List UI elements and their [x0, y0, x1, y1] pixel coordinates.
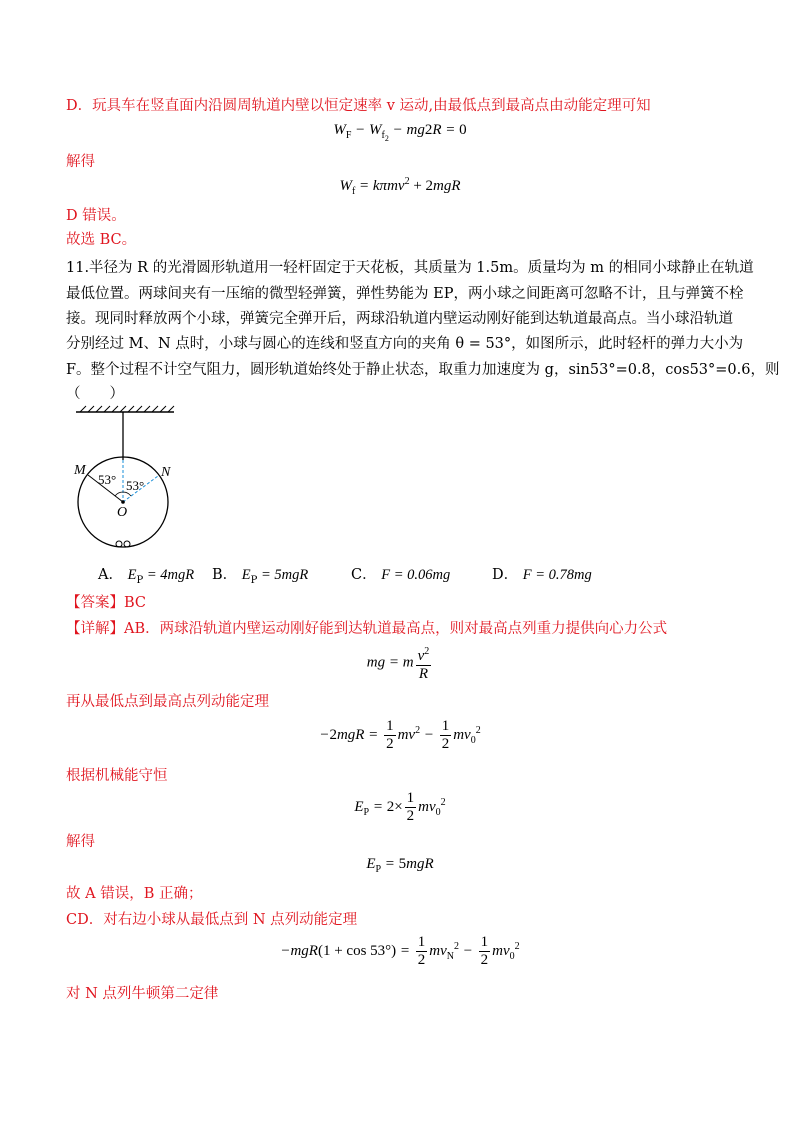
option-a [98, 563, 194, 586]
equation-energy-1: −2mgR = $\frac{1}{2}$ $mv^2$ − $\frac{1}{2}$ $mv_0^2$ [319, 718, 481, 752]
option-c-symbol: F [381, 567, 391, 583]
angle-arc-left [115, 492, 123, 496]
option-b-value: = 5mgR [257, 567, 309, 583]
option-c-letter: C． [351, 567, 377, 583]
option-b [212, 563, 308, 586]
option-a-symbol: E [127, 567, 137, 583]
question-line-5: F。整个过程不计空气阻力，圆形轨道始终处于静止状态，取重力加速度为 g，sin53°=0.8，cos53°=0.6，则 [66, 362, 780, 378]
detail-label: 【详解】 [66, 621, 124, 637]
option-d [492, 563, 592, 584]
option-a-sub: P [136, 574, 144, 586]
center-point [121, 500, 125, 504]
equation-energy-n: −mgR(1 + cos 53°) = $\frac{1}{2}$ $mv_N^2$ − $\frac{1}{2}$ $mv_0^2$ [280, 934, 520, 968]
option-a-value: = 4mgR [143, 567, 195, 583]
step-3: 根据机械能守恒 [66, 768, 168, 784]
option-d-letter: D． [492, 567, 519, 583]
label-o: O [117, 505, 128, 520]
label-m: M [74, 463, 86, 478]
detail-line [66, 619, 667, 639]
option-b-letter: B． [212, 567, 238, 583]
option-c-value: = 0.06mg [390, 567, 451, 583]
label-angle-left: 53° [98, 472, 117, 487]
option-d-symbol: F [522, 567, 532, 583]
circular-track-figure [66, 398, 226, 558]
option-c [351, 563, 450, 584]
option-a-letter: A． [98, 567, 123, 583]
step-2: 再从最低点到最高点列动能定理 [66, 694, 269, 710]
part-d-intro: D．玩具车在竖直面内沿圆周轨道内壁以恒定速率 v 运动,由最低点到最高点由动能定理可知 [66, 98, 651, 114]
label-angle-right: 53° [126, 478, 145, 493]
jiede-1: 解得 [66, 154, 95, 170]
step-7: 对 N 点列牛顿第二定律 [66, 986, 219, 1002]
option-d-value: = 0.78mg [531, 567, 592, 583]
step-6: CD．对右边小球从最低点到 N 点列动能定理 [66, 912, 358, 928]
ceiling-hatch [80, 406, 174, 412]
d-wrong: D 错误。 [66, 208, 126, 224]
step-4: 解得 [66, 834, 95, 850]
question-line-3: 接。现同时释放两个小球，弹簧完全弹开后，两球沿轨道内壁运动刚好能到达轨道最高点。当小球沿轨道 [66, 311, 733, 327]
option-b-sub: P [250, 574, 258, 586]
equation-mech-energy: $E_P = 2\times$ $\frac{1}{2}$ $mv_0^2$ [354, 790, 446, 824]
label-n: N [161, 465, 171, 480]
equation-work-d: $W_F - W_{f_2} - mg2R = 0$ [333, 122, 467, 143]
question-line-2: 最低位置。两球间夹有一压缩的微型轻弹簧，弹性势能为 EP，两小球之间距离可忽略不计，且与弹簧不栓 [66, 286, 744, 302]
option-b-symbol: E [241, 567, 251, 583]
equation-centripetal: mg = m $\frac{v^2}{R}$ [0, 643, 800, 683]
equation-ep: $E_P = 5mgR$ [366, 856, 434, 875]
ball-left [116, 541, 122, 547]
ball-right [124, 541, 130, 547]
equation-wf: $W_f = k\pi mv^2 + 2mgR$ [339, 176, 461, 197]
question-line-1: 11.半径为 R 的光滑圆形轨道用一轻杆固定于天花板，其质量为 1.5m。质量均为 m 的相同小球静止在轨道 [66, 260, 754, 276]
answer-label: 【答案】BC [66, 595, 147, 611]
question-line-4: 分别经过 M、N 点时，小球与圆心的连线和竖直方向的夹角 θ = 53°，如图所示，此时轻杆的弹力大小为 [66, 336, 744, 352]
choose-bc: 故选 BC。 [66, 232, 137, 248]
question-line-6: （ ） [66, 386, 124, 402]
detail-text: AB．两球沿轨道内壁运动刚好能到达轨道最高点，则对最高点列重力提供向心力公式 [124, 621, 668, 637]
step-5: 故 A 错误，B 正确； [66, 886, 203, 902]
